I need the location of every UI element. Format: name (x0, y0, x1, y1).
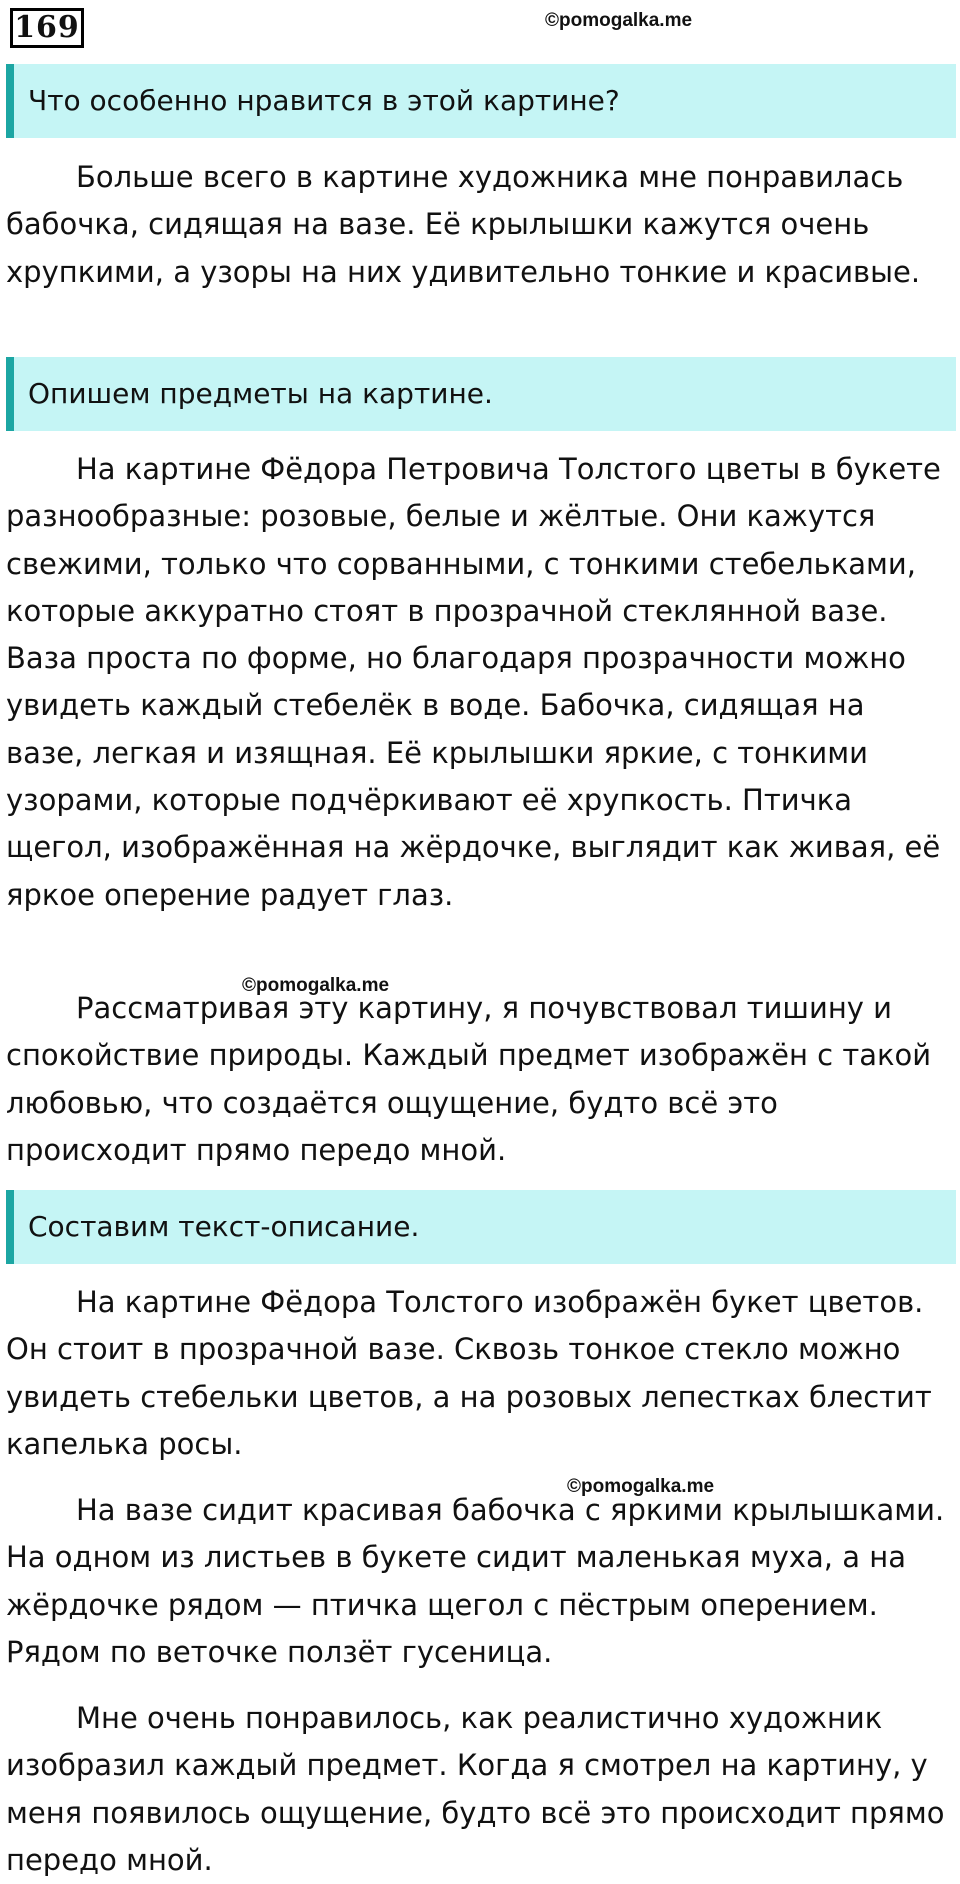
paragraph-composition-2: На вазе сидит красивая бабочка с яркими крылышками. На одном из листьев в букете сидит маленькая муха, а на жёрдочке рядом — птичка щегол с пёстрым оперением. Рядом по веточке ползёт гусеница. (6, 1493, 945, 1669)
paragraph-favorite: Больше всего в картине художника мне понравилась бабочка, сидящая на вазе. Её крылышки кажутся очень хрупкими, а узоры на них удивительно тонкие и красивые. (6, 160, 921, 289)
task-number: 169 (10, 8, 84, 48)
watermark-middle: ©pomogalka.me (242, 975, 390, 996)
section-heading-composition: Составим текст-описание. (6, 1190, 956, 1264)
watermark-lower: ©pomogalka.me (567, 1476, 715, 1497)
paragraph-objects-impression: Рассматривая эту картину, я почувствовал тишину и спокойствие природы. Каждый предмет изображён с такой любовью, что создаётся ощущение, будто всё это происходит прямо передо мной. (6, 991, 932, 1167)
paragraph-composition-1: На картине Фёдора Толстого изображён букет цветов. Он стоит в прозрачной вазе. Сквозь тонкое стекло можно увидеть стебельки цветов, а на розовых лепестках блестит капелька росы. (6, 1285, 932, 1461)
paragraph-objects-description: На картине Фёдора Петровича Толстого цветы в букете разнообразные: розовые, белые и жёлтые. Они кажутся свежими, только что сорванными, с тонкими стебельками, которые аккуратно стоят в прозрачной стеклянной вазе. Ваза проста по форме, но благодаря прозрачности можно увидеть каждый стебелёк в воде. Бабочка, сидящая на вазе, легкая и изящная. Её крылышки яркие, с тонкими узорами, которые подчёркивают её хрупкость. Птичка щегол, изображённая на жёрдочке, выглядит как живая, её яркое оперение радует глаз. (6, 452, 941, 912)
section-heading-favorite: Что особенно нравится в этой картине? (6, 64, 956, 138)
section-heading-objects: Опишем предметы на картине. (6, 357, 956, 431)
paragraph-composition-3: Мне очень понравилось, как реалистично художник изобразил каждый предмет. Когда я смотрел на картину, у меня появилось ощущение, будто всё это происходит прямо передо мной. (6, 1701, 945, 1877)
watermark-top: ©pomogalka.me (545, 10, 693, 31)
